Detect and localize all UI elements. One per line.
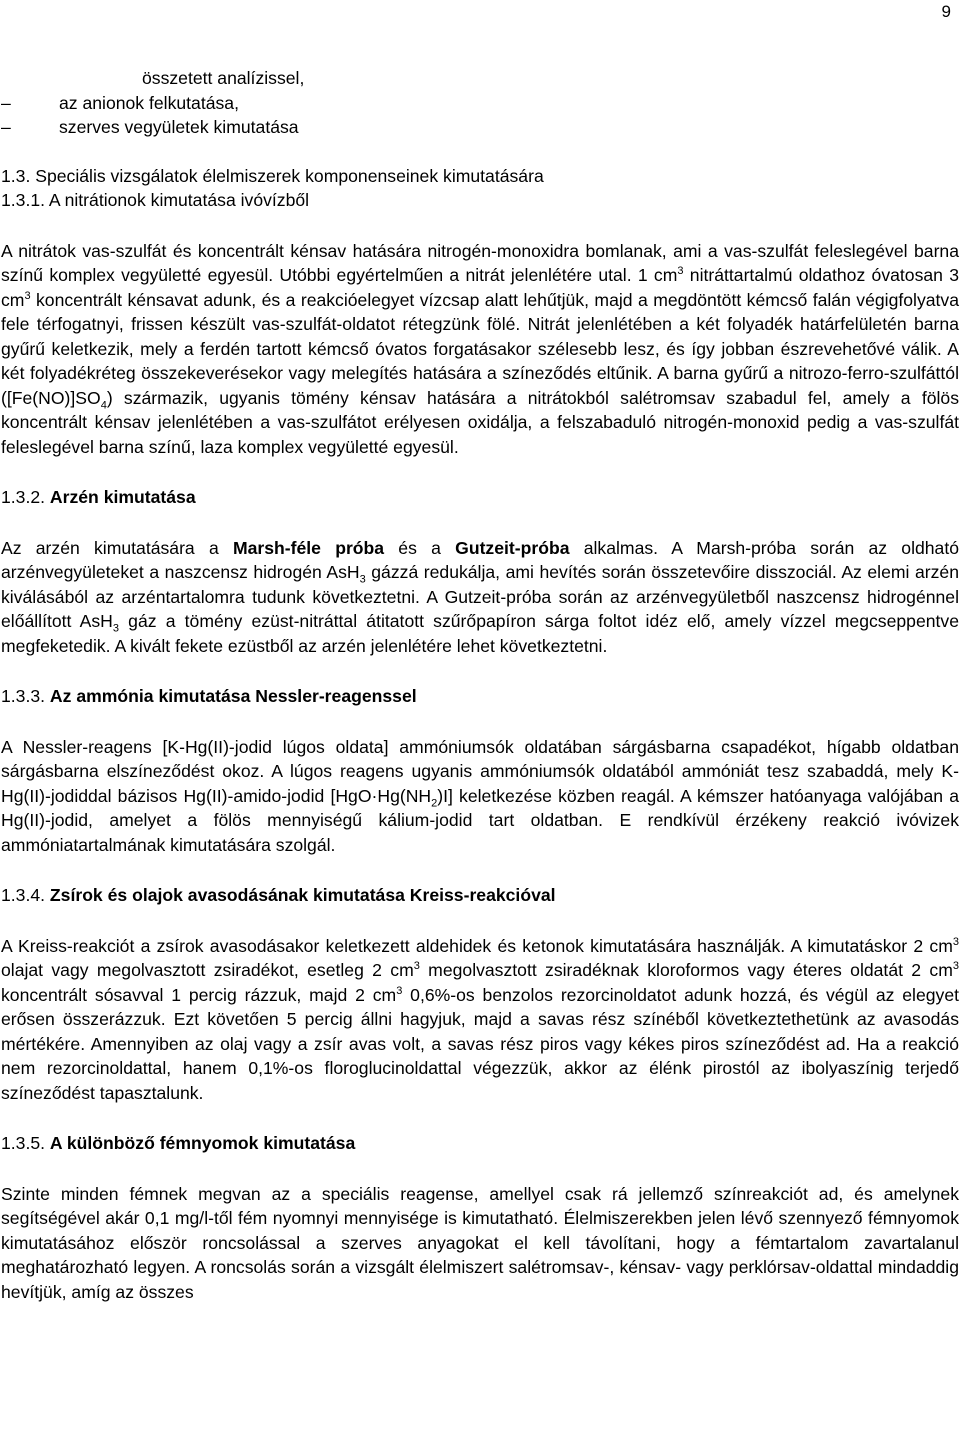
- paragraph-metals: Szinte minden fémnek megvan az a speciális reagense, amellyel csak rá jellemző színreakciót ad, és amelynek segítségével akár 0,1 mg/l-től fém nyomnyi mennyisége is kimutatható. Élelmiszerekben jelen lévő szennyező fémnyomok kimutatásához először roncsolással a szerves anyagokat el kell távolítani, hogy a fémtartalom zavartalanul meghatározható legyen. A roncsolás során a vizsgált élelmiszert salétromsav-, kénsav- vagy perklórsav-oldattal mindaddig hevítjük, amíg az összes: [1, 1183, 959, 1302]
- dash-bullet: –: [1, 117, 11, 137]
- paragraph-kreiss: A Kreiss-reakciót a zsírok avasodásakor keletkezett aldehidek és ketonok kimutatására használják. A kimutatáskor 2 $cm^3$ olajat vagy megolvasztott zsiradékot, esetleg 2 $cm^3$ megolvasztott zsiradéknak kloroformos vagy éteres oldatát 2 $cm^3$ koncentrált sósavval 1 percig rázzuk, majd 2 $cm^3$ 0,6%-os benzolos rezorcinoldatot adunk hozzá, és végül az elegyet erősen összerázzuk. Ezt követően 5 percig állni hagyjuk, majd a savas rész színéből következtethetünk az avasodás mértékére. Amennyiben az olaj vagy a zsír avas volt, a savas rész piros vagy kékes piros színeződést ad. Ha a reakció nem rezorcinoldattal, hanem 0,1%-os floroglucinoldattal végezzük, akkor az élénk pirostól az ibolyaszínig terjedő színeződést tapasztalunk.: [1, 935, 960, 1103]
- dash-bullet: –: [1, 92, 11, 113]
- paragraph-ammonia: A Nessler-reagens [K-Hg(II)-jodid lúgos oldata] ammóniumsók oldatában sárgásbarna csapadékot, hígabb oldatban sárgásbarna elszíneződést okoz. A lúgos reagens ugyanis ammóniumsók oldatából ammóniát tesz szabaddá, mely K-Hg(II)-jodiddal bázisos Hg(II)-amido-jodid $[HgO\cdot Hg(NH_2)I]$ keletkezése közben reagál. A kémszer hatóanyaga valójában a Hg(II)-jodid, amelyet a fölös mennyiségű kálium-jodid tart oldatban. E rendkívül érzékeny reakció ivóvizek ammóniatartalmának kimutatására szolgál.: [1, 736, 959, 855]
- section-heading-1-3-5: 1.3.5. A különböző fémnyomok kimutatása: [1, 1133, 356, 1153]
- intro-list: [1, 66, 959, 140]
- list-continuation: összetett analízissel,: [142, 68, 305, 88]
- section-heading-1-3-3: 1.3.3. Az ammónia kimutatása Nessler-reagenssel: [1, 686, 417, 706]
- page-number: 9: [941, 2, 951, 21]
- document-body: [1, 66, 959, 1304]
- paragraph-arsenic: Az arzén kimutatására a Marsh-féle próba és a Gutzeit-próba alkalmas. A Marsh-próba során az oldható arzénvegyületeket a naszcensz hidrogén AsH$_3$ gázzá redukálja, ami hevítés során összetevőire disszociál. Az elemi arzén kiválásából az arzéntartalomra tudunk következtetni. A Gutzeit-próba során az arzénvegyületből naszcensz hidrogénnel előállított AsH$_3$ gáz a tömény ezüst-nitráttal átitatott szűrőpapíron sárga foltot idéz elő, amely vízzel megcseppentve megfeketedik. A kivált fekete ezüstből az arzén jelenlétére lehet következtetni.: [1, 537, 960, 656]
- paragraph-nitrate: A nitrátok vas-szulfát és koncentrált kénsav hatására nitrogén-monoxidra bomlanak, ami a vas-szulfát feleslegével barna színű komplex vegyületté egyesül. Utóbbi egyértelműen a nitrát jelenlétére utal. 1 $cm^3$ nitráttartalmú oldathoz óvatosan 3 $cm^3$ koncentrált kénsavat adunk, és a reakcióelegyet vízcsap alatt lehűtjük, majd a megdöntött kémcső falán végigfolyatva fele térfogatnyi, frissen készült vas-szulfát-oldatot rétegzünk fölé. Nitrát jelenlétében a két folyadék határfelületén barna gyűrű keletkezik, mely a ferdén tartott kémcső óvatos forgatásakor szélesebb lesz, és így jobban észrevehetővé válik. A két folyadékréteg összekeverésekor vagy melegítés hatására a színeződés eltűnik. A barna gyűrű a nitrozo-ferro-szulfáttól $([Fe(NO)]SO_4)$ származik, ugyanis tömény kénsav hatására a nitrátokból salétromsav szabadul fel, amely a fölös koncentrált kénsav jelenlétében a vas-szulfátot erélyesen oxidálja, a felszabaduló nitrogén-monoxid pedig a vas-szulfát feleslegével barna színű, laza komplex vegyületté egyesül.: [1, 240, 959, 457]
- list-item: – szerves vegyületek kimutatása: [1, 115, 959, 140]
- section-heading-1-3: 1.3. Speciális vizsgálatok élelmiszerek komponenseinek kimutatására: [1, 165, 544, 186]
- section-heading-1-3-1: 1.3.1. A nitrátionok kimutatása ivóvízből: [1, 190, 310, 210]
- section-heading-1-3-4: 1.3.4. Zsírok és olajok avasodásának kimutatása Kreiss-reakcióval: [1, 885, 556, 905]
- list-item: – az anionok felkutatása,: [1, 91, 959, 116]
- section-heading-1-3-2: 1.3.2. Arzén kimutatása: [1, 487, 196, 507]
